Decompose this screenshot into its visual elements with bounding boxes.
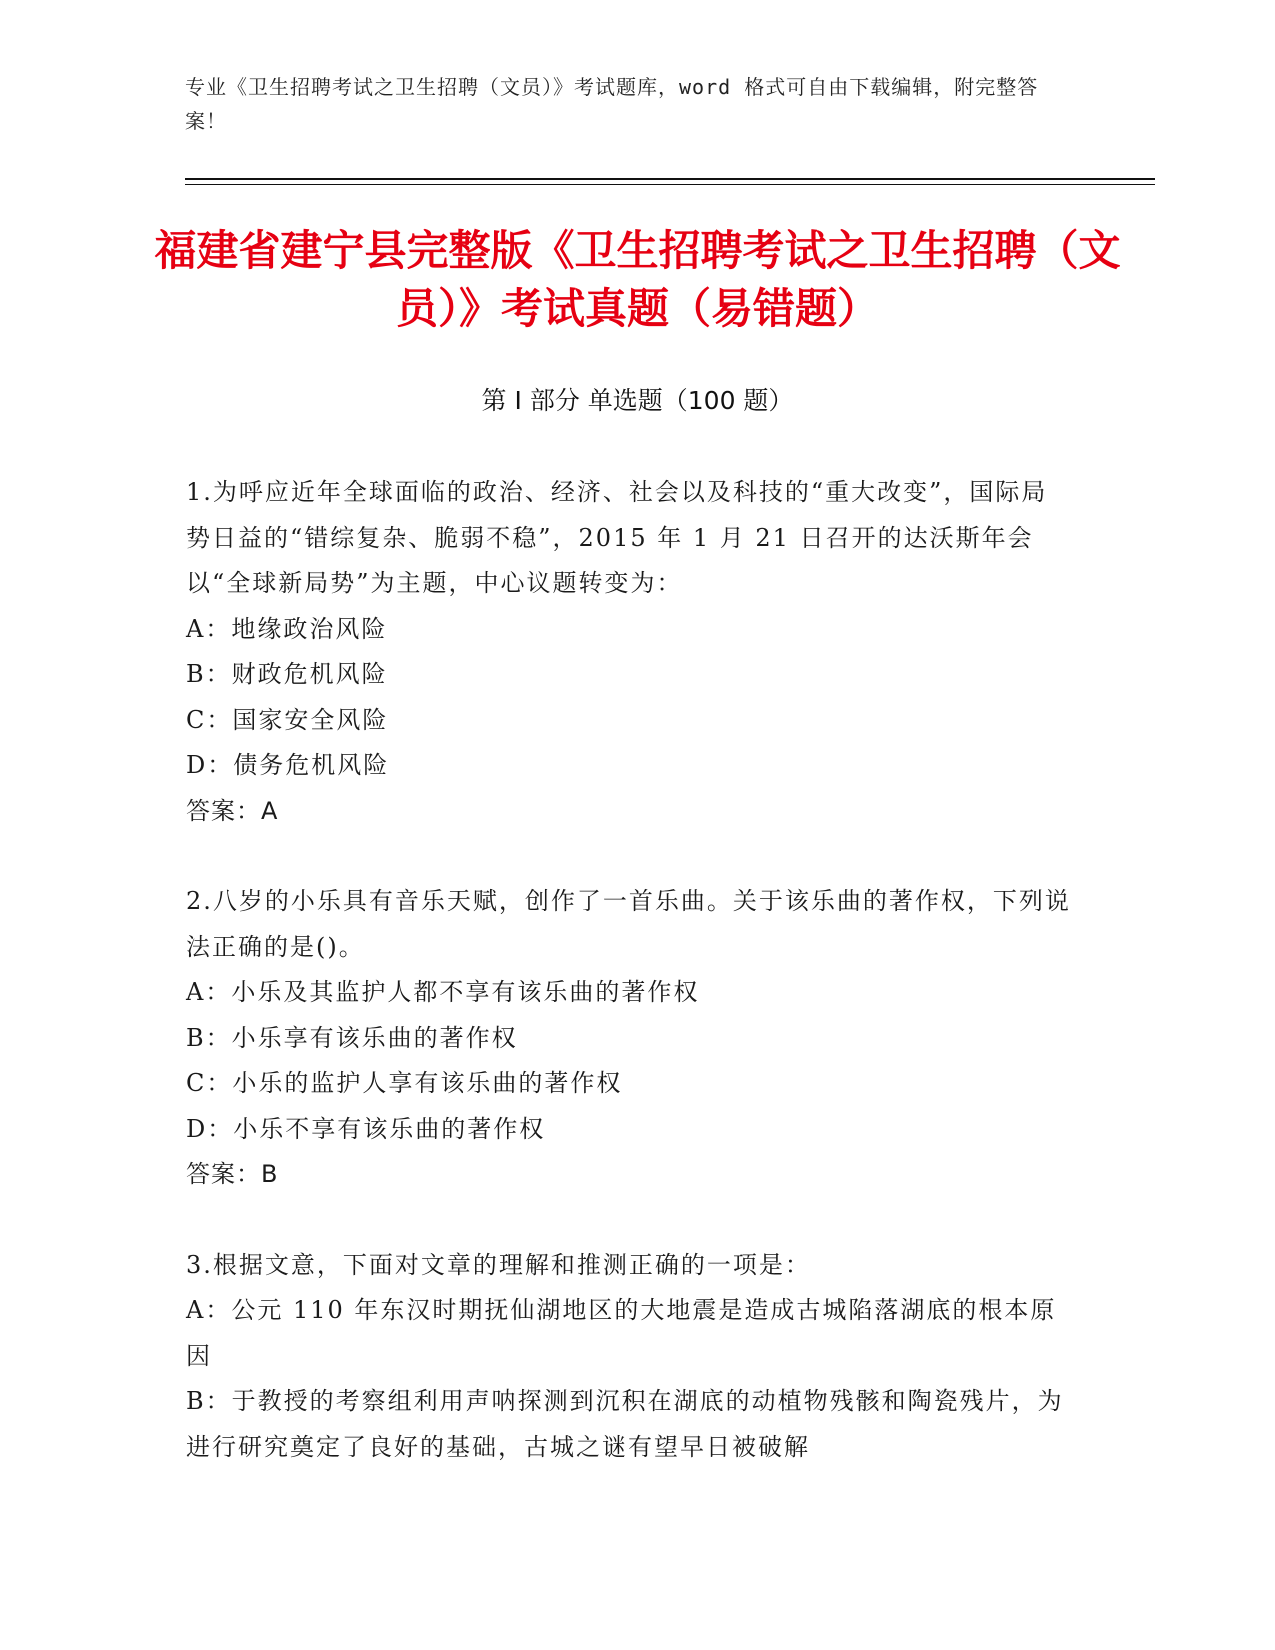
question-list <box>186 470 1071 1515</box>
option-d: D：小乐不享有该乐曲的著作权 <box>186 1114 546 1143</box>
option-b: B：于教授的考察组利用声呐探测到沉积在湖底的动植物残骸和陶瓷残片，为进行研究奠定了良好的基础，古城之谜有望早日被破解 <box>186 1387 1064 1461</box>
option-c: C：小乐的监护人享有该乐曲的著作权 <box>186 1069 623 1097</box>
question-2 <box>186 879 1071 1198</box>
document-title: 福建省建宁县完整版《卫生招聘考试之卫生招聘（文员）》考试真题（易错题） <box>154 226 1121 333</box>
question-stem: 2.八岁的小乐具有音乐天赋，创作了一首乐曲。关于该乐曲的著作权，下列说法正确的是()。 <box>186 887 1071 961</box>
question-1 <box>186 470 1071 834</box>
answer: 答案：B <box>186 1160 279 1188</box>
section-title: 第 I 部分 单选题（100 题） <box>481 386 794 415</box>
header-rule-thick <box>185 178 1155 180</box>
option-a: A：地缘政治风险 <box>186 614 388 643</box>
header-rule-thin <box>185 184 1155 185</box>
answer: 答案：A <box>186 796 279 825</box>
option-d: D：债务危机风险 <box>186 751 390 779</box>
option-c: C：国家安全风险 <box>186 705 389 734</box>
option-b: B：财政危机风险 <box>186 660 388 688</box>
option-b: B：小乐享有该乐曲的著作权 <box>186 1023 518 1052</box>
question-3 <box>186 1243 1071 1471</box>
question-stem: 1.为呼应近年全球面临的政治、经济、社会以及科技的“重大改变”，国际局势日益的“错综复杂、脆弱不稳”，2015 年 1 月 21 日召开的达沃斯年会以“全球新局势”为主题，中心议题转变为： <box>186 478 1048 597</box>
header-note: 专业《卫生招聘考试之卫生招聘（文员）》考试题库，word 格式可自由下载编辑，附完整答案！ <box>185 75 1039 133</box>
option-a: A：小乐及其监护人都不享有该乐曲的著作权 <box>186 978 700 1006</box>
option-a: A：公元 110 年东汉时期抚仙湖地区的大地震是造成古城陷落湖底的根本原因 <box>186 1296 1057 1370</box>
question-stem: 3.根据文意，下面对文章的理解和推测正确的一项是： <box>186 1250 811 1279</box>
